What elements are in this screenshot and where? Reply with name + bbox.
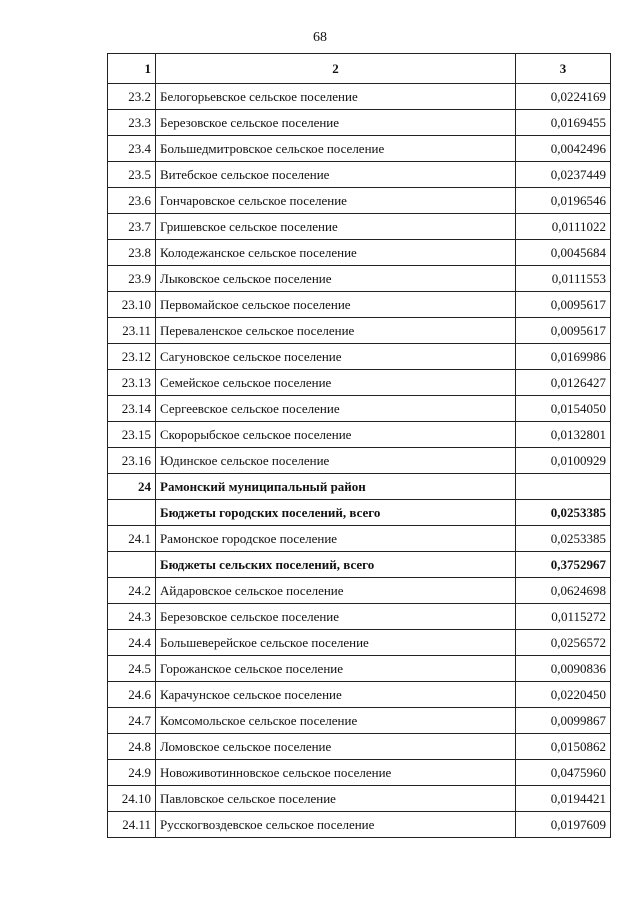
row-value-cell: 0,0150862 [516, 734, 611, 760]
row-name-cell: Семейское сельское поселение [156, 370, 516, 396]
row-value-cell: 0,0169455 [516, 110, 611, 136]
row-value-cell: 0,0220450 [516, 682, 611, 708]
row-number-cell [108, 552, 156, 578]
table-row [108, 422, 611, 448]
table-row [108, 500, 611, 526]
row-value-cell: 0,0196546 [516, 188, 611, 214]
row-value-cell: 0,0042496 [516, 136, 611, 162]
table-row [108, 240, 611, 266]
row-number-cell: 24.6 [108, 682, 156, 708]
row-number-cell: 23.15 [108, 422, 156, 448]
row-number-cell: 23.10 [108, 292, 156, 318]
row-value-cell: 0,0111022 [516, 214, 611, 240]
table-row [108, 760, 611, 786]
table-row [108, 734, 611, 760]
table-row [108, 526, 611, 552]
row-name-cell: Ломовское сельское поселение [156, 734, 516, 760]
row-name-cell: Лыковское сельское поселение [156, 266, 516, 292]
row-value-cell: 0,0095617 [516, 292, 611, 318]
row-name-cell: Карачунское сельское поселение [156, 682, 516, 708]
row-number-cell: 23.8 [108, 240, 156, 266]
row-name-cell: Павловское сельское поселение [156, 786, 516, 812]
row-name-cell: Бюджеты сельских поселений, всего [156, 552, 516, 578]
row-number-cell: 23.14 [108, 396, 156, 422]
table-header-row [108, 54, 611, 84]
row-name-cell: Белогорьевское сельское поселение [156, 84, 516, 110]
row-number-cell [108, 500, 156, 526]
row-value-cell: 0,0237449 [516, 162, 611, 188]
row-name-cell: Русскогвоздевское сельское поселение [156, 812, 516, 838]
row-number-cell: 23.9 [108, 266, 156, 292]
row-value-cell: 0,0256572 [516, 630, 611, 656]
row-value-cell: 0,0132801 [516, 422, 611, 448]
row-number-cell: 23.3 [108, 110, 156, 136]
row-value-cell: 0,0624698 [516, 578, 611, 604]
row-number-cell: 23.7 [108, 214, 156, 240]
row-name-cell: Юдинское сельское поселение [156, 448, 516, 474]
row-number-cell: 23.12 [108, 344, 156, 370]
allocation-table [107, 53, 611, 838]
table-row [108, 448, 611, 474]
row-value-cell: 0,0111553 [516, 266, 611, 292]
table-row [108, 552, 611, 578]
row-value-cell: 0,0126427 [516, 370, 611, 396]
row-name-cell: Сагуновское сельское поселение [156, 344, 516, 370]
table-row [108, 682, 611, 708]
table-row [108, 188, 611, 214]
row-value-cell: 0,0154050 [516, 396, 611, 422]
table-row [108, 708, 611, 734]
row-number-cell: 23.5 [108, 162, 156, 188]
row-name-cell: Сергеевское сельское поселение [156, 396, 516, 422]
row-value-cell: 0,0115272 [516, 604, 611, 630]
row-number-cell: 24.4 [108, 630, 156, 656]
table-row [108, 812, 611, 838]
table-row [108, 318, 611, 344]
row-number-cell: 24.11 [108, 812, 156, 838]
row-number-cell: 23.13 [108, 370, 156, 396]
table-row [108, 136, 611, 162]
row-value-cell: 0,0224169 [516, 84, 611, 110]
row-number-cell: 23.6 [108, 188, 156, 214]
table-row [108, 162, 611, 188]
row-value-cell [516, 474, 611, 500]
row-value-cell: 0,0475960 [516, 760, 611, 786]
row-name-cell: Большедмитровское сельское поселение [156, 136, 516, 162]
row-number-cell: 23.4 [108, 136, 156, 162]
table-row [108, 292, 611, 318]
row-name-cell: Большеверейское сельское поселение [156, 630, 516, 656]
row-number-cell: 23.2 [108, 84, 156, 110]
row-value-cell: 0,0045684 [516, 240, 611, 266]
table-row [108, 474, 611, 500]
row-name-cell: Скорорыбское сельское поселение [156, 422, 516, 448]
row-value-cell: 0,0253385 [516, 526, 611, 552]
row-number-cell: 24.1 [108, 526, 156, 552]
header-col-3: 3 [516, 54, 611, 84]
row-number-cell: 23.16 [108, 448, 156, 474]
row-name-cell: Комсомольское сельское поселение [156, 708, 516, 734]
row-name-cell: Гончаровское сельское поселение [156, 188, 516, 214]
row-value-cell: 0,3752967 [516, 552, 611, 578]
table-row [108, 266, 611, 292]
table-row [108, 344, 611, 370]
row-name-cell: Березовское сельское поселение [156, 604, 516, 630]
table-row [108, 396, 611, 422]
row-number-cell: 24 [108, 474, 156, 500]
row-name-cell: Новоживотинновское сельское поселение [156, 760, 516, 786]
header-col-1: 1 [108, 54, 156, 84]
row-number-cell: 24.5 [108, 656, 156, 682]
row-name-cell: Гришевское сельское поселение [156, 214, 516, 240]
table-body [108, 54, 611, 838]
row-value-cell: 0,0197609 [516, 812, 611, 838]
row-value-cell: 0,0099867 [516, 708, 611, 734]
row-name-cell: Рамонский муниципальный район [156, 474, 516, 500]
row-number-cell: 24.10 [108, 786, 156, 812]
row-name-cell: Бюджеты городских поселений, всего [156, 500, 516, 526]
row-value-cell: 0,0194421 [516, 786, 611, 812]
row-name-cell: Айдаровское сельское поселение [156, 578, 516, 604]
header-col-2: 2 [156, 54, 516, 84]
table-row [108, 786, 611, 812]
table-row [108, 84, 611, 110]
row-number-cell: 24.3 [108, 604, 156, 630]
table-row [108, 604, 611, 630]
table-row [108, 630, 611, 656]
row-value-cell: 0,0169986 [516, 344, 611, 370]
row-number-cell: 24.7 [108, 708, 156, 734]
row-name-cell: Витебское сельское поселение [156, 162, 516, 188]
row-name-cell: Березовское сельское поселение [156, 110, 516, 136]
row-name-cell: Колодежанское сельское поселение [156, 240, 516, 266]
page-number: 68 [313, 30, 327, 45]
row-value-cell: 0,0253385 [516, 500, 611, 526]
row-number-cell: 24.2 [108, 578, 156, 604]
row-value-cell: 0,0095617 [516, 318, 611, 344]
row-name-cell: Горожанское сельское поселение [156, 656, 516, 682]
row-number-cell: 23.11 [108, 318, 156, 344]
row-number-cell: 24.8 [108, 734, 156, 760]
row-number-cell: 24.9 [108, 760, 156, 786]
table-row [108, 110, 611, 136]
table-row [108, 370, 611, 396]
row-name-cell: Перевaленское сельское поселение [156, 318, 516, 344]
table-row [108, 656, 611, 682]
row-name-cell: Рамонское городское поселение [156, 526, 516, 552]
row-value-cell: 0,0100929 [516, 448, 611, 474]
table-row [108, 214, 611, 240]
table-row [108, 578, 611, 604]
row-value-cell: 0,0090836 [516, 656, 611, 682]
row-name-cell: Первомайское сельское поселение [156, 292, 516, 318]
